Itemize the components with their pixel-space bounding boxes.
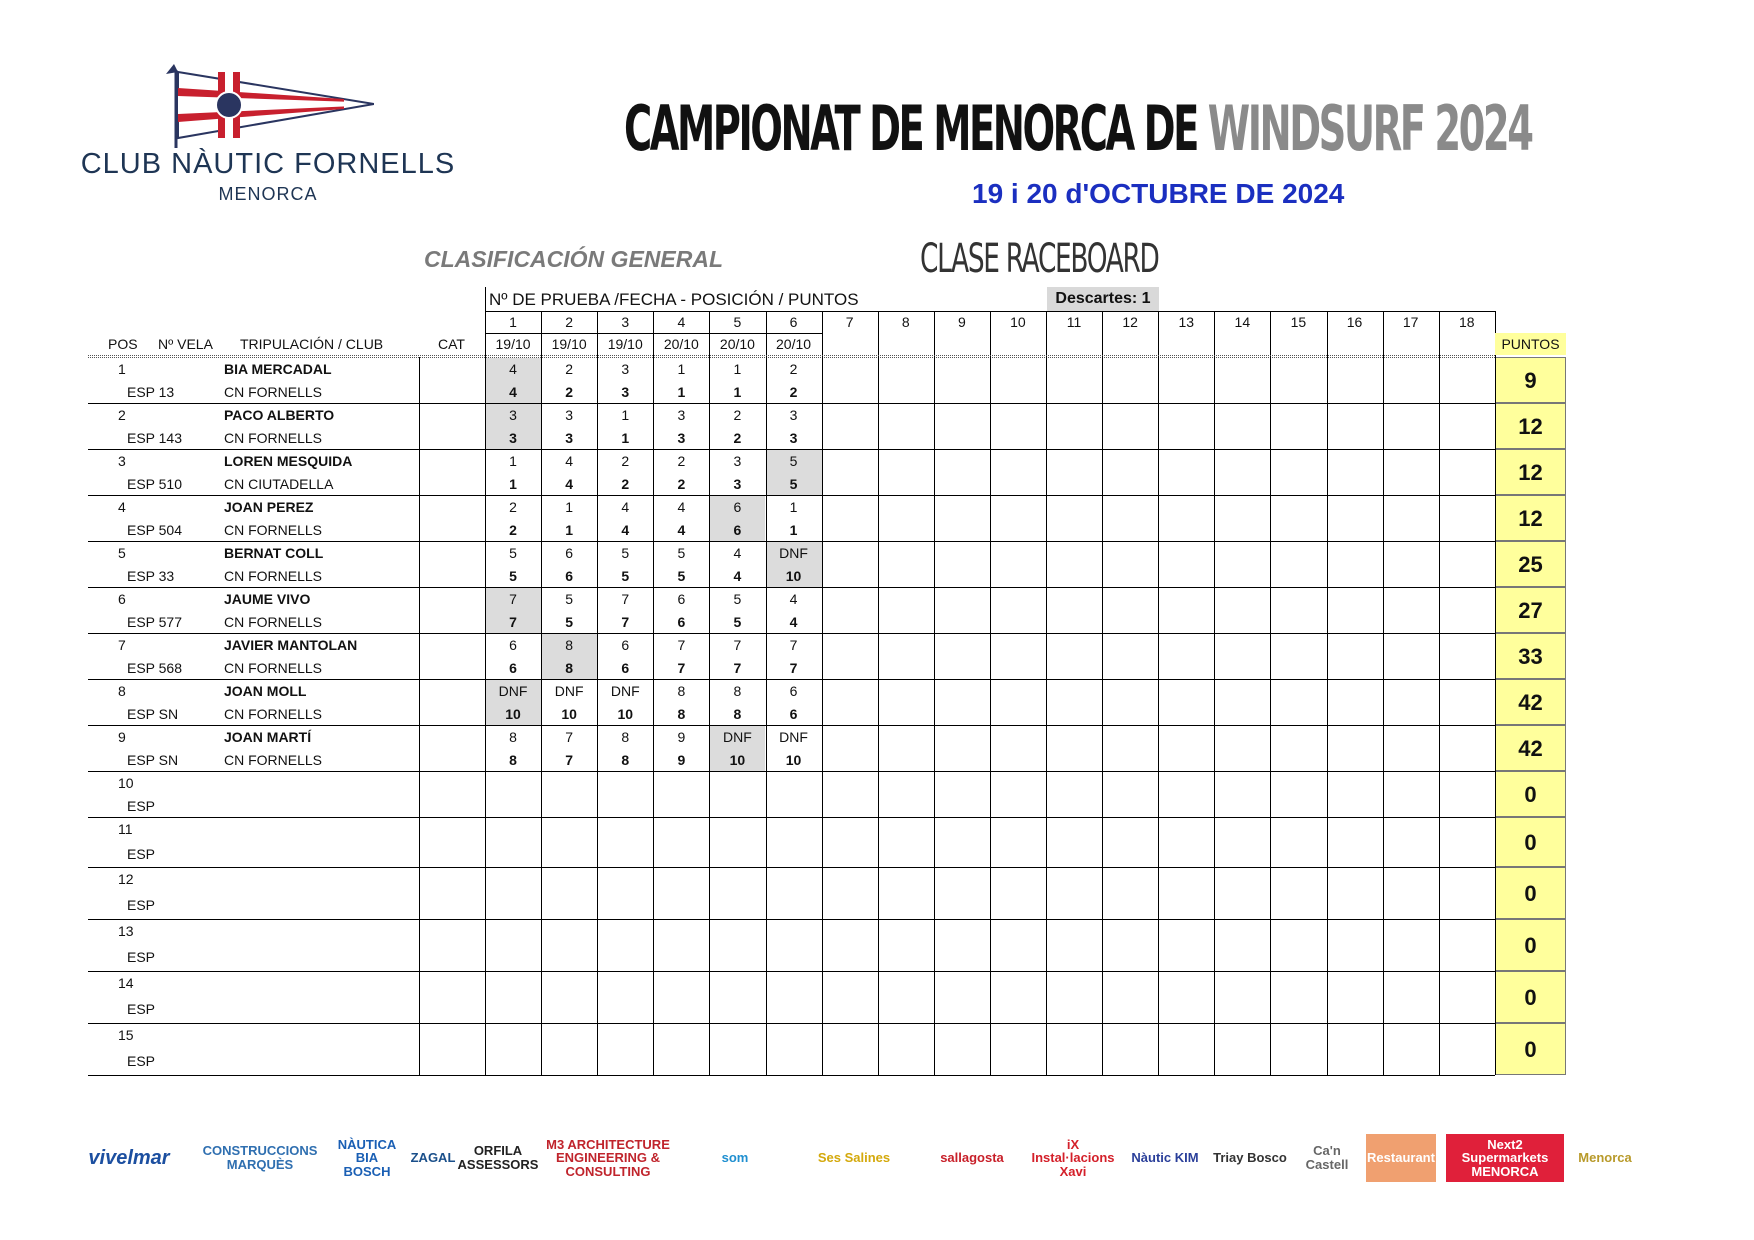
sponsor-logo: sallagosta bbox=[940, 1150, 1004, 1166]
row-total-points: 12 bbox=[1518, 460, 1543, 485]
race-points: 2 bbox=[789, 384, 798, 400]
race-points: 8 bbox=[565, 660, 574, 676]
race-date: 19/10 bbox=[551, 336, 587, 352]
row-sail-number: ESP bbox=[127, 1001, 156, 1017]
row-total-points: 27 bbox=[1518, 598, 1543, 623]
row-club: CN FORNELLS bbox=[224, 614, 323, 630]
row-position: 11 bbox=[118, 821, 133, 837]
pennant-icon bbox=[164, 60, 374, 150]
race-position: 5 bbox=[621, 545, 630, 561]
title-main: CAMPIONAT DE MENORCA DE bbox=[624, 92, 1208, 165]
race-points: 10 bbox=[729, 752, 746, 768]
race-col-divider bbox=[1102, 311, 1103, 357]
race-points: 1 bbox=[621, 430, 630, 446]
race-position: 7 bbox=[789, 637, 798, 653]
race-points: 2 bbox=[677, 476, 686, 492]
race-points: 7 bbox=[621, 614, 630, 630]
row-position: 6 bbox=[118, 591, 126, 607]
race-points: 4 bbox=[509, 384, 517, 400]
race-position: DNF bbox=[498, 683, 528, 699]
race-col-divider bbox=[1327, 311, 1328, 357]
race-points: 4 bbox=[733, 568, 742, 584]
club-location: MENORCA bbox=[218, 184, 318, 204]
row-total-points: 12 bbox=[1518, 414, 1543, 439]
sponsor-logo: ORFILA ASSESSORS bbox=[457, 1143, 539, 1172]
row-club: CN FORNELLS bbox=[224, 568, 323, 584]
race-col-divider bbox=[1270, 311, 1271, 357]
row-total-points: 0 bbox=[1524, 985, 1537, 1010]
race-position: 7 bbox=[621, 591, 630, 607]
race-points: 3 bbox=[509, 430, 517, 446]
race-points: 8 bbox=[509, 752, 517, 768]
header-cat: CAT bbox=[438, 336, 465, 352]
row-sail-number: ESP bbox=[127, 1053, 156, 1069]
race-points: 5 bbox=[677, 568, 686, 584]
row-separator bbox=[88, 817, 1495, 818]
row-sailor-name: BIA MERCADAL bbox=[224, 361, 332, 377]
race-position: 6 bbox=[565, 545, 574, 561]
race-points: 6 bbox=[621, 660, 630, 676]
race-points: 10 bbox=[617, 706, 634, 722]
race-position: 6 bbox=[621, 637, 630, 653]
race-number: 1 bbox=[509, 314, 517, 330]
race-points: 10 bbox=[505, 706, 521, 722]
row-total-points: 42 bbox=[1518, 736, 1543, 761]
race-number: 17 bbox=[1402, 314, 1419, 330]
row-sail-number: ESP 510 bbox=[127, 476, 183, 492]
race-position: 8 bbox=[677, 683, 686, 699]
race-points: 3 bbox=[565, 430, 574, 446]
race-position: 7 bbox=[677, 637, 686, 653]
race-number: 18 bbox=[1458, 314, 1475, 330]
row-position: 13 bbox=[118, 923, 134, 939]
race-col-divider bbox=[1495, 357, 1496, 1075]
race-number: 10 bbox=[1010, 314, 1026, 330]
race-position: 7 bbox=[565, 729, 574, 745]
race-points: 2 bbox=[509, 522, 517, 538]
race-number: 16 bbox=[1346, 314, 1363, 330]
row-position: 7 bbox=[118, 637, 126, 653]
race-points: 1 bbox=[677, 384, 686, 400]
race-position: 1 bbox=[565, 499, 574, 515]
sponsor-logo: som bbox=[721, 1150, 749, 1166]
race-col-divider bbox=[1270, 357, 1271, 1075]
row-separator bbox=[88, 403, 1495, 404]
race-points: 4 bbox=[677, 522, 686, 538]
race-position: 3 bbox=[789, 407, 798, 423]
row-club: CN CIUTADELLA bbox=[224, 476, 334, 492]
race-position: 8 bbox=[733, 683, 742, 699]
race-col-divider bbox=[1439, 357, 1440, 1075]
cat-col-left bbox=[419, 357, 420, 1075]
race-position: 3 bbox=[565, 407, 574, 423]
sponsor-logo: vivelmar bbox=[88, 1146, 170, 1169]
race-date: 20/10 bbox=[776, 336, 812, 352]
row-separator bbox=[88, 867, 1495, 868]
row-club: CN FORNELLS bbox=[224, 430, 323, 446]
race-position: 4 bbox=[621, 499, 630, 515]
race-position: 3 bbox=[733, 453, 742, 469]
race-col-divider bbox=[541, 357, 542, 1075]
race-col-divider bbox=[597, 311, 598, 357]
row-total-points: 9 bbox=[1524, 368, 1537, 393]
row-total-points: 12 bbox=[1518, 506, 1543, 531]
race-date: 20/10 bbox=[663, 336, 699, 352]
race-col-divider bbox=[1327, 357, 1328, 1075]
header-pos: POS bbox=[108, 336, 138, 352]
race-points: 2 bbox=[733, 430, 742, 446]
race-col-divider bbox=[1214, 311, 1215, 357]
row-position: 3 bbox=[118, 453, 126, 469]
race-position: 1 bbox=[789, 499, 798, 515]
race-points: 6 bbox=[509, 660, 517, 676]
sponsor-strip bbox=[74, 1118, 1634, 1198]
row-separator bbox=[88, 771, 1495, 772]
race-col-divider bbox=[822, 311, 823, 357]
race-col-divider bbox=[653, 311, 654, 357]
race-position: 6 bbox=[509, 637, 517, 653]
race-position: DNF bbox=[779, 545, 808, 561]
race-position: 1 bbox=[733, 361, 742, 377]
row-position: 14 bbox=[118, 975, 134, 991]
page-title bbox=[624, 92, 1531, 165]
race-points: 5 bbox=[789, 476, 798, 492]
sponsor-logo: Restaurant bbox=[1366, 1134, 1436, 1182]
row-sail-number: ESP 143 bbox=[127, 430, 183, 446]
race-points: 1 bbox=[509, 476, 517, 492]
race-points: 1 bbox=[789, 522, 798, 538]
race-col-divider bbox=[709, 311, 710, 357]
race-position: 5 bbox=[509, 545, 517, 561]
race-points: 4 bbox=[621, 522, 630, 538]
sponsor-logo: Nàutic KIM bbox=[1131, 1150, 1199, 1166]
race-points: 10 bbox=[561, 706, 577, 722]
race-position: 5 bbox=[565, 591, 574, 607]
race-points: 5 bbox=[733, 614, 742, 630]
race-position: 8 bbox=[509, 729, 517, 745]
race-col-divider bbox=[1383, 357, 1384, 1075]
row-sail-number: ESP SN bbox=[127, 752, 179, 768]
header-points: PUNTOS bbox=[1501, 336, 1560, 352]
race-col-divider bbox=[1158, 357, 1159, 1075]
row-total-points: 0 bbox=[1524, 830, 1537, 855]
race-col-divider bbox=[878, 357, 879, 1075]
race-number: 5 bbox=[733, 314, 742, 330]
race-number: 8 bbox=[901, 314, 910, 330]
row-club: CN FORNELLS bbox=[224, 706, 323, 722]
row-sailor-name: JAVIER MANTOLAN bbox=[224, 637, 358, 653]
race-points: 6 bbox=[789, 706, 798, 722]
row-position: 1 bbox=[118, 361, 126, 377]
row-sailor-name: PACO ALBERTO bbox=[224, 407, 335, 423]
race-position: 2 bbox=[509, 499, 517, 515]
sponsor-logo: Next2 Supermarkets MENORCA bbox=[1446, 1134, 1564, 1182]
row-sailor-name: JOAN PEREZ bbox=[224, 499, 314, 515]
row-position: 15 bbox=[118, 1027, 134, 1043]
sponsor-logo: M3 ARCHITECTURE ENGINEERING & CONSULTING bbox=[546, 1136, 670, 1179]
race-meta-line: Nº DE PRUEBA /FECHA - POSICIÓN / PUNTOS bbox=[489, 290, 859, 309]
row-position: 12 bbox=[118, 871, 134, 887]
race-col-divider bbox=[934, 311, 935, 357]
race-col-divider bbox=[653, 357, 654, 1075]
row-club: CN FORNELLS bbox=[224, 752, 323, 768]
race-points: 7 bbox=[789, 660, 798, 676]
sponsor-logo: Ses Salines bbox=[817, 1150, 891, 1166]
race-position: 2 bbox=[621, 453, 630, 469]
race-position: 5 bbox=[733, 591, 742, 607]
row-position: 10 bbox=[118, 775, 134, 791]
race-number: 14 bbox=[1234, 314, 1251, 330]
row-sailor-name: JOAN MOLL bbox=[224, 683, 307, 699]
race-number: 6 bbox=[789, 314, 798, 330]
race-position: 3 bbox=[677, 407, 686, 423]
race-points: 8 bbox=[677, 706, 686, 722]
race-col-divider bbox=[709, 357, 710, 1075]
row-club: CN FORNELLS bbox=[224, 660, 323, 676]
row-club: CN FORNELLS bbox=[224, 384, 323, 400]
row-sail-number: ESP 13 bbox=[127, 384, 175, 400]
row-total-points: 0 bbox=[1524, 1037, 1537, 1062]
row-total-points: 25 bbox=[1518, 552, 1543, 577]
row-total-points: 0 bbox=[1524, 782, 1537, 807]
race-points: 3 bbox=[621, 384, 630, 400]
race-col-divider bbox=[934, 357, 935, 1075]
sponsor-logo: ZAGAL bbox=[410, 1150, 456, 1166]
cat-col-right bbox=[485, 357, 486, 1075]
race-number: 12 bbox=[1122, 314, 1138, 330]
row-total-points: 0 bbox=[1524, 933, 1537, 958]
race-position: 5 bbox=[677, 545, 686, 561]
race-points: 3 bbox=[789, 430, 798, 446]
sponsor-logo: iX Instal·lacions Xavi bbox=[1031, 1136, 1115, 1179]
race-date: 19/10 bbox=[607, 336, 643, 352]
race-position: 8 bbox=[565, 637, 574, 653]
race-col-divider bbox=[1046, 357, 1047, 1075]
race-position: 4 bbox=[733, 545, 742, 561]
row-sailor-name: JOAN MARTÍ bbox=[224, 729, 312, 745]
race-col-divider bbox=[1214, 357, 1215, 1075]
race-col-divider bbox=[1158, 311, 1159, 357]
row-sail-number: ESP SN bbox=[127, 706, 179, 722]
race-points: 2 bbox=[621, 476, 630, 492]
race-position: 4 bbox=[509, 361, 517, 377]
race-number: 7 bbox=[845, 314, 854, 330]
row-sail-number: ESP bbox=[127, 897, 156, 913]
row-club: CN FORNELLS bbox=[224, 522, 323, 538]
race-points: 5 bbox=[509, 568, 517, 584]
race-points: 8 bbox=[733, 706, 742, 722]
race-position: 4 bbox=[677, 499, 686, 515]
row-position: 5 bbox=[118, 545, 126, 561]
row-separator bbox=[88, 725, 1495, 726]
race-points: 1 bbox=[565, 522, 574, 538]
race-position: 6 bbox=[789, 683, 798, 699]
race-points: 1 bbox=[733, 384, 742, 400]
club-logo bbox=[68, 60, 468, 210]
race-position: 1 bbox=[509, 453, 517, 469]
row-separator bbox=[88, 495, 1495, 496]
race-points: 6 bbox=[565, 568, 574, 584]
race-col-divider bbox=[1102, 357, 1103, 1075]
row-sailor-name: BERNAT COLL bbox=[224, 545, 324, 561]
race-col-divider bbox=[541, 311, 542, 357]
race-col-divider bbox=[1439, 311, 1440, 357]
row-sail-number: ESP bbox=[127, 798, 156, 814]
row-separator bbox=[88, 633, 1495, 634]
sponsor-logo: CONSTRUCCIONS MARQUÈS bbox=[202, 1143, 318, 1172]
race-col-divider bbox=[1046, 311, 1047, 357]
race-position: 3 bbox=[509, 407, 517, 423]
race-points: 10 bbox=[785, 568, 802, 584]
race-position: 1 bbox=[677, 361, 686, 377]
race-position: 7 bbox=[733, 637, 742, 653]
header-divider bbox=[485, 287, 486, 357]
race-position: 2 bbox=[733, 407, 742, 423]
race-col-divider bbox=[1383, 311, 1384, 357]
row-separator bbox=[88, 1023, 1495, 1024]
title-sport: WINDSURF 2024 bbox=[1207, 92, 1532, 165]
race-points: 4 bbox=[789, 614, 798, 630]
race-position: 8 bbox=[621, 729, 630, 745]
race-position: DNF bbox=[723, 729, 752, 745]
race-col-divider bbox=[878, 311, 879, 357]
race-number: 13 bbox=[1178, 314, 1195, 330]
row-separator bbox=[88, 971, 1495, 972]
race-points: 3 bbox=[677, 430, 686, 446]
race-points: 6 bbox=[677, 614, 686, 630]
race-points: 6 bbox=[733, 522, 742, 538]
race-position: 1 bbox=[621, 407, 630, 423]
race-points: 10 bbox=[785, 752, 802, 768]
race-number: 15 bbox=[1290, 314, 1307, 330]
header-separator bbox=[88, 357, 1495, 358]
race-number: 4 bbox=[677, 314, 686, 330]
race-date: 20/10 bbox=[719, 336, 755, 352]
race-position: DNF bbox=[779, 729, 808, 745]
race-position: 7 bbox=[509, 591, 517, 607]
sponsor-logo: Ca'n Castell bbox=[1305, 1143, 1349, 1172]
race-col-divider bbox=[597, 357, 598, 1075]
row-total-points: 0 bbox=[1524, 881, 1537, 906]
sponsor-logo: Menorca bbox=[1578, 1150, 1632, 1166]
race-col-divider bbox=[822, 357, 823, 1075]
race-points: 9 bbox=[677, 752, 686, 768]
race-number: 2 bbox=[565, 314, 574, 330]
race-col-divider bbox=[766, 311, 767, 357]
sponsor-logo: Triay Bosco bbox=[1213, 1150, 1287, 1166]
row-separator bbox=[88, 679, 1495, 680]
row-position: 9 bbox=[118, 729, 126, 745]
row-sail-number: ESP 568 bbox=[127, 660, 183, 676]
race-position: DNF bbox=[554, 683, 584, 699]
race-position: 2 bbox=[565, 361, 574, 377]
race-number: 9 bbox=[957, 314, 966, 330]
race-points: 2 bbox=[565, 384, 574, 400]
race-position: 3 bbox=[621, 361, 630, 377]
race-position: 4 bbox=[565, 453, 574, 469]
row-position: 4 bbox=[118, 499, 126, 515]
race-points: 3 bbox=[733, 476, 742, 492]
race-points: 7 bbox=[677, 660, 686, 676]
discards-badge: Descartes: 1 bbox=[1047, 287, 1159, 311]
row-sail-number: ESP 504 bbox=[127, 522, 183, 538]
race-number: 3 bbox=[621, 314, 630, 330]
row-total-points: 33 bbox=[1518, 644, 1543, 669]
header-crew: TRIPULACIÓN / CLUB bbox=[240, 336, 384, 352]
race-points: 7 bbox=[565, 752, 574, 768]
race-position: 4 bbox=[789, 591, 798, 607]
sponsor-logo: NÀUTICA BIA BOSCH bbox=[337, 1136, 397, 1179]
race-col-divider bbox=[766, 357, 767, 1075]
race-points: 7 bbox=[509, 614, 517, 630]
race-col-divider bbox=[990, 311, 991, 357]
header-separator bbox=[88, 355, 1495, 356]
row-separator bbox=[88, 919, 1495, 920]
race-points: 5 bbox=[621, 568, 630, 584]
race-position: 5 bbox=[789, 453, 798, 469]
race-points: 5 bbox=[565, 614, 574, 630]
section-label: CLASIFICACIÓN GENERAL bbox=[424, 246, 723, 272]
race-position: 6 bbox=[733, 499, 742, 515]
race-date: 19/10 bbox=[495, 336, 531, 352]
class-label: CLASE RACEBOARD bbox=[920, 236, 1159, 282]
row-sailor-name: LOREN MESQUIDA bbox=[224, 453, 353, 469]
race-position: 2 bbox=[677, 453, 686, 469]
row-sailor-name: JAUME VIVO bbox=[224, 591, 311, 607]
row-sail-number: ESP 33 bbox=[127, 568, 175, 584]
row-separator bbox=[88, 587, 1495, 588]
row-position: 2 bbox=[118, 407, 126, 423]
row-sail-number: ESP bbox=[127, 846, 156, 862]
header-sail: Nº VELA bbox=[158, 336, 213, 352]
race-position: DNF bbox=[610, 683, 640, 699]
race-col-divider bbox=[990, 357, 991, 1075]
club-name: CLUB NÀUTIC FORNELLS bbox=[80, 148, 456, 180]
row-sail-number: ESP 577 bbox=[127, 614, 183, 630]
race-number: 11 bbox=[1066, 314, 1082, 330]
race-position: 9 bbox=[677, 729, 686, 745]
row-sail-number: ESP bbox=[127, 949, 156, 965]
race-points: 8 bbox=[621, 752, 630, 768]
race-points: 7 bbox=[733, 660, 742, 676]
event-date: 19 i 20 d'OCTUBRE DE 2024 bbox=[972, 178, 1345, 209]
race-position: 6 bbox=[677, 591, 686, 607]
row-position: 8 bbox=[118, 683, 126, 699]
race-points: 4 bbox=[565, 476, 574, 492]
row-separator bbox=[88, 1075, 1495, 1076]
row-total-points: 42 bbox=[1518, 690, 1543, 715]
race-position: 2 bbox=[789, 361, 798, 377]
